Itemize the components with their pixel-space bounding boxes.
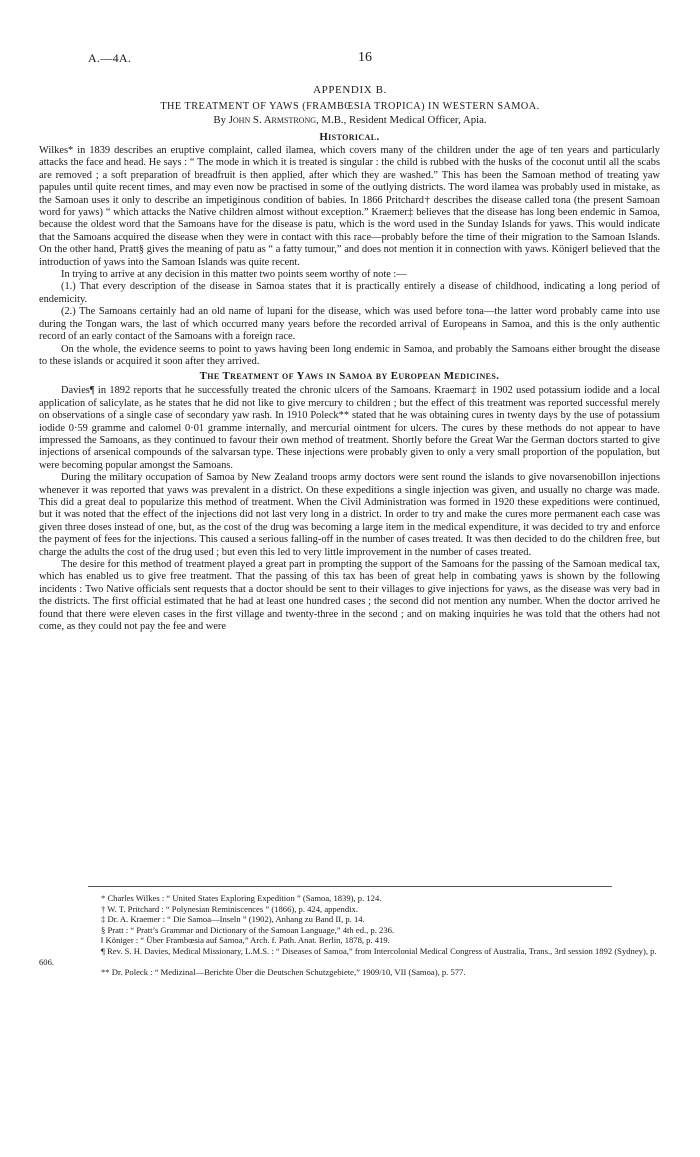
author-credentials: , M.B., Resident Medical Officer, Apia. <box>316 114 487 126</box>
article-body <box>39 131 660 633</box>
footnote-davies: ¶ Rev. S. H. Davies, Medical Missionary, L.M.S. : “ Diseases of Samoa,” from Intercolonial Medical Congress of Australia, Trans., 3rd session 1892 (Sydney), p. 606. <box>39 945 657 967</box>
footnotes <box>39 893 660 978</box>
article-title: THE TREATMENT OF YAWS (FRAMBŒSIA TROPICA) IN WESTERN SAMOA. <box>160 101 540 112</box>
paragraph-historical-1: Wilkes* in 1839 describes an eruptive complaint, called ilamea, which covers many of the children under the age of ten years and particularly attacks the face and head. He says : “ The mode in which it is treated is singular : the child is rubbed with the husks of the coconut until all the scabs are removed ; a soft preparation of breadfruit is then applied, after which they are washed.” This has been the Samoan method of treating yaw papules until quite recent times, and may even now be practised in some of the outlying districts. The word ilamea was probably used in mistake, as the Samoan uses it only to describe an impetiginous condition of babies. In 1866 Pritchard† describes the disease called tona (the present Samoan word for yaws) “ which attacks the Native children almost without exception.” Kraemer‡ believes that the disease has long been endemic in Samoa, because the oldest word that the Samoans have for the disease is patu, which is the word used in the Sunday Islands for yaws. This would indicate that the Samoans acquired the disease when they were in contact with this race—probably before the time of their migration to the Samoan Islands. On the other hand, Pratt§ gives the meaning of patu as “ a fatty tumour,” and does not mention it in connection with yaws. Königer‖ believed that the introduction of yaws into the Samoan Islands was quite recent. <box>39 145 660 268</box>
paragraph-european-3: The desire for this method of treatment played a great part in prompting the support of the Samoans for the passing of the Samoan medical tax, which has enabled us to give free treatment. That the passing of this tax has been of great help in combating yaws is shown by the following incidents : Two Native officials sent requests that a doctor should be sent to their villages to give injections for yaws, as the disease was very bad in the districts. The first official estimated that he had at least one hundred cases ; the second did not mention any number. When the doctor arrived he found that there were eleven cases in the first village and twenty-three in the second ; and on making inquiries he was told that the others had not come, as they could not pay the fee and were <box>39 559 660 633</box>
page-number: 16 <box>358 50 372 65</box>
document-reference: A.—4A. <box>88 51 132 65</box>
footnote-pratt: § Pratt : “ Pratt’s Grammar and Dictionary of the Samoan Language,” 4th ed., p. 236. <box>101 924 395 935</box>
footnote-kraemer: ‡ Dr. A. Kraemer : “ Die Samoa—Inseln ” (1902), Anhang zu Band II, p. 14. <box>101 914 365 925</box>
section-heading-historical: Historical. <box>319 131 380 143</box>
paragraph-conclusion: On the whole, the evidence seems to point to yaws having been long endemic in Samoa, and probably the Samoans either brought the disease to these islands or acquired it soon after they arrived. <box>39 343 660 367</box>
section-heading-european-medicines: The Treatment of Yaws in Samoa by European Medicines. <box>199 370 500 383</box>
footnote-koniger: ‖ Königer : “ Über Frambœsia auf Samoa,” Arch. f. Path. Anat. Berlin, 1878, p. 419. <box>101 935 390 946</box>
byline <box>0 114 700 126</box>
paragraph-historical-2: In trying to arrive at any decision in this matter two points seem worthy of note :— <box>61 269 407 281</box>
footnote-poleck: ** Dr. Poleck : “ Medizinal—Berichte Über die Deutschen Schutzgebiete,” 1909/10, VII (Samoa), p. 577. <box>101 967 466 978</box>
author-name: John S. Armstrong <box>228 114 316 126</box>
paragraph-point-2: (2.) The Samoans certainly had an old name of lupani for the disease, which was used before tona—the latter word probably came into use during the Tongan wars, the last of which occurred many years before the recorded arrival of Europeans in Samoa, and this is the only authentic record of an early contact of the Samoans with a foreign race. <box>39 306 660 343</box>
footnote-pritchard: † W. T. Pritchard : “ Polynesian Reminiscences ” (1866), p. 424, appendix. <box>101 903 358 914</box>
footnote-wilkes: * Charles Wilkes : “ United States Exploring Expedition ” (Samoa, 1839), p. 124. <box>101 893 382 903</box>
paragraph-european-2: During the military occupation of Samoa by New Zealand troops army doctors were sent round the islands to give novarsenobillon injections whenever it was reported that yaws was prevalent in a district. On these expeditions a single injection was given, and usually no charge was made. This did a great deal to popularize this method of treatment. When the Civil Administration was formed in 1920 these expeditions were continued, but it was noted that the effect of the injections did not last very long in a district. In order to try and make the cures more permanent each case was given three doses instead of one, but, as the cost of the drug was becoming a large item in the medical expenditure, it was decided to try and enforce the payment of fees for the injections. This caused a serious falling-off in the number of cases treated. It was then decided to do the children free, but charge the adults the cost of the drug used ; but even this led to very little improvement in the number of cases treated. <box>39 472 660 558</box>
appendix-label: APPENDIX B. <box>313 84 387 96</box>
paragraph-european-1: Davies¶ in 1892 reports that he successfully treated the chronic ulcers of the Samoans. Kraemar‡ in 1902 used potassium iodide and a local application of salicylate, as he states that he did not like to give mercury to children ; but the effect of this treatment was reported successful merely on observations of a single case of secondary yaw rash. In 1910 Poleck** stated that he was obtaining cures in twenty days by the use of potassium iodide 0·59 gramme and calomel 0·01 gramme internally, and mercurial ointment for ulcers. The cures by these methods do not appear to have impressed the Samoans, as they continued to favour their own method of treatment. Shortly before the Great War the German doctors started to give injections of arsenical compounds of the salvarsan type. These injections were probably given to only a very small proportion of the population, but were becoming popular amongst the Samoans. <box>39 385 660 471</box>
byline-prefix: By <box>213 114 229 126</box>
footnote-divider <box>88 886 612 887</box>
paragraph-point-1: (1.) That every description of the disease in Samoa states that it is practically entirely a disease of childhood, indicating a long period of endemicity. <box>39 281 660 305</box>
